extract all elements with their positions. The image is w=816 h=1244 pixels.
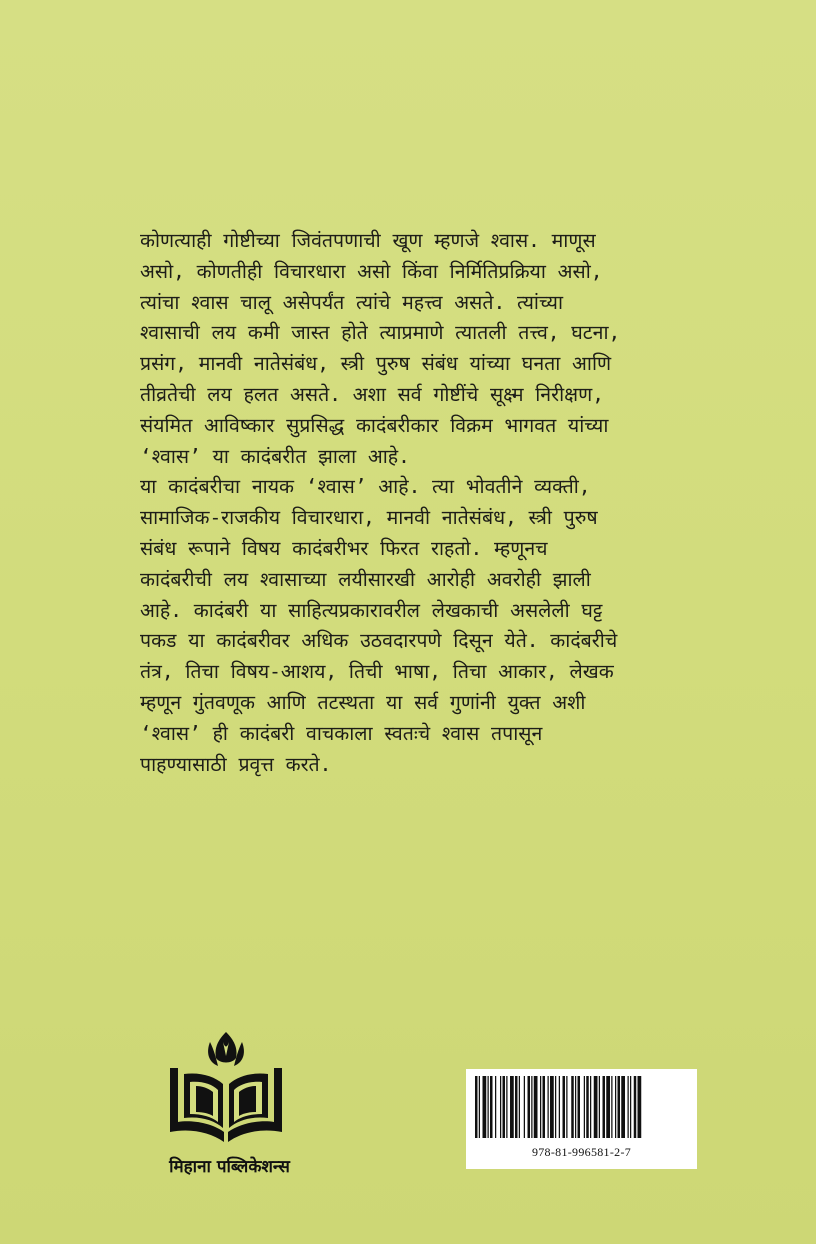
barcode-stripe	[531, 1076, 532, 1138]
barcode-stripe	[483, 1076, 487, 1138]
barcode-stripe	[519, 1076, 520, 1138]
barcode-stripe	[490, 1076, 493, 1138]
publisher-block	[142, 1028, 317, 1188]
blurb-line: तंत्र, तिचा विषय-आशय, तिची भाषा, तिचा आकार, लेखक	[140, 660, 614, 684]
blurb-line: पकड या कादंबरीवर अधिक उठवदारपणे दिसून येते. कादंबरीचे	[140, 629, 618, 653]
barcode-stripe	[534, 1076, 538, 1138]
barcode-stripe	[575, 1076, 576, 1138]
barcode-stripe	[584, 1076, 585, 1138]
barcode-stripe	[615, 1076, 616, 1138]
barcode-stripe	[559, 1076, 560, 1138]
barcode-stripe	[630, 1076, 631, 1138]
blurb-line: कादंबरीची लय श्वासाच्या लयीसारखी आरोही अवरोही झाली	[140, 567, 591, 591]
barcode-stripe	[586, 1076, 589, 1138]
blurb-text	[140, 226, 700, 780]
blurb-line: प्रसंग, मानवी नातेसंबंध, स्त्री पुरुष संबंध यांच्या घनता आणि	[140, 352, 612, 376]
barcode-stripe	[618, 1076, 621, 1138]
barcode-stripe	[506, 1076, 507, 1138]
book-with-lotus-icon	[166, 1028, 286, 1144]
blurb-line: आहे. कादंबरी या साहित्यप्रकारावरील लेखकाची असलेली घट्ट	[140, 598, 603, 622]
blurb-line: संयमित आविष्कार सुप्रसिद्ध कादंबरीकार विक्रम भागवत यांच्या	[140, 413, 609, 437]
blurb-line: श्वासाची लय कमी जास्त होते त्याप्रमाणे त्यातली तत्त्व, घटना,	[140, 321, 621, 345]
blurb-line: पाहण्यासाठी प्रवृत्त करते.	[140, 752, 332, 776]
barcode-stripe	[599, 1076, 600, 1138]
barcode-stripe	[479, 1076, 480, 1138]
blurb-line: या कादंबरीचा नायक ‘श्वास’ आहे. त्या भोवतीने व्यक्ती,	[140, 475, 591, 499]
barcode-stripe	[628, 1076, 629, 1138]
barcode-stripe	[594, 1076, 598, 1138]
barcode-stripe	[621, 1076, 625, 1138]
barcode	[475, 1076, 688, 1138]
isbn-number: 978-81-996581-2-7	[531, 1145, 632, 1159]
publisher-name: मिहाना पब्लिकेशन्स	[169, 1157, 290, 1177]
barcode-stripe	[528, 1076, 531, 1138]
blurb-line: म्हणून गुंतवणूक आणि तटस्थता या सर्व गुणांनी युक्त अशी	[140, 690, 586, 714]
blurb-line: तीव्रतेची लय हलत असते. अशा सर्व गोष्टींचे सूक्ष्म निरीक्षण,	[140, 382, 604, 406]
barcode-stripe	[500, 1076, 501, 1138]
barcode-stripe	[488, 1076, 489, 1138]
blurb-line: ‘श्वास’ ही कादंबरी वाचकाला स्वतःचे श्वास तपासून	[140, 721, 543, 745]
blurb-line: कोणत्याही गोष्टीच्या जिवंतपणाची खूण म्हणजे श्वास. माणूस	[140, 229, 596, 252]
barcode-stripe	[606, 1076, 610, 1138]
barcode-stripe	[563, 1076, 566, 1138]
barcode-stripe	[634, 1076, 637, 1138]
blurb-line: सामाजिक-राजकीय विचारधारा, मानवी नातेसंबंध, स्त्री पुरुष	[140, 506, 598, 530]
barcode-stripe	[495, 1076, 496, 1138]
barcode-stripe	[503, 1076, 506, 1138]
barcode-stripe	[555, 1076, 556, 1138]
barcode-stripe	[578, 1076, 581, 1138]
barcode-stripe	[510, 1076, 514, 1138]
isbn-barcode-box	[466, 1069, 697, 1169]
barcode-stripe	[543, 1076, 546, 1138]
blurb-line: त्यांचा श्वास चालू असेपर्यंत त्यांचे महत्त्व असते. त्यांच्या	[140, 290, 564, 314]
barcode-stripe	[524, 1076, 525, 1138]
barcode-stripe	[611, 1076, 612, 1138]
barcode-stripe	[638, 1076, 642, 1138]
barcode-stripe	[603, 1076, 606, 1138]
barcode-stripe	[540, 1076, 541, 1138]
barcode-stripe	[590, 1076, 591, 1138]
barcode-stripe	[571, 1076, 574, 1138]
barcode-stripe	[475, 1076, 478, 1138]
blurb-line: असो, कोणतीही विचारधारा असो किंवा निर्मितिप्रक्रिया असो,	[140, 259, 603, 283]
barcode-stripe	[515, 1076, 518, 1138]
barcode-stripe	[548, 1076, 549, 1138]
blurb-line: संबंध रूपाने विषय कादंबरीभर फिरत राहतो. म्हणूनच	[140, 536, 548, 560]
barcode-stripe	[550, 1076, 554, 1138]
blurb-line: ‘श्वास’ या कादंबरीत झाला आहे.	[140, 444, 410, 468]
barcode-stripe	[566, 1076, 567, 1138]
